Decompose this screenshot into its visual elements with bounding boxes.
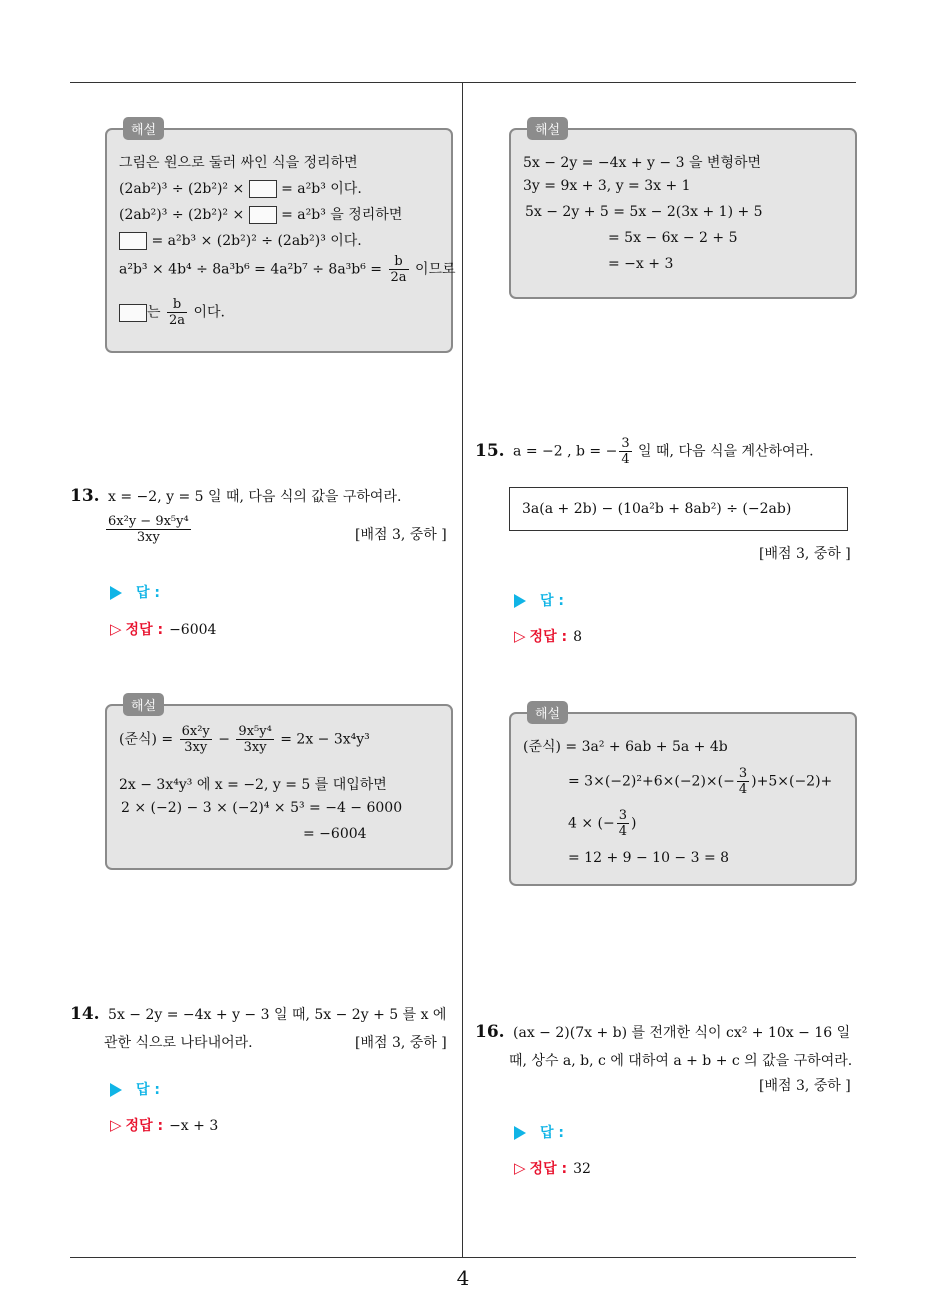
explanation-line: 그림은 원으로 둘러 싸인 식을 정리하면	[119, 155, 358, 171]
correct-answer-row: ▷ 정답 : −6004	[110, 620, 217, 638]
explanation-line: 4 × (− $\frac{3}{4}$ )	[568, 808, 637, 839]
question-16	[475, 1022, 850, 1042]
fraction: $\frac{3}{4}$	[738, 766, 748, 797]
correct-answer-row: ▷ 정답 : 8	[514, 627, 582, 645]
question-number: 15.	[475, 440, 505, 461]
explanation-line: = a²b³ × (2b²)² ÷ (2ab²)³ 이다.	[119, 230, 362, 250]
explanation-tag: 해설	[527, 701, 568, 724]
outline-triangle-icon: ▷	[110, 620, 122, 638]
bottom-rule	[70, 1257, 856, 1258]
answer-row: 답 :	[514, 590, 564, 610]
fraction: $\frac{\text{6x²y}}{3xy}$	[181, 724, 210, 755]
correct-answer-value: −6004	[169, 622, 217, 638]
play-triangle-icon	[514, 1126, 526, 1140]
explanation-box-13	[105, 699, 453, 870]
fraction: $\frac{b}{2a}$	[390, 254, 407, 285]
explanation-line: 5x − 2y = −4x + y − 3 을 변형하면	[523, 155, 762, 171]
play-triangle-icon	[514, 594, 526, 608]
score-meta: [배점 3, 중하 ]	[759, 1078, 851, 1094]
top-rule	[70, 82, 856, 83]
question-text: a = −2 , b = −	[513, 443, 618, 460]
correct-answer-value: 8	[573, 629, 582, 645]
blank-box	[119, 304, 147, 322]
explanation-tag: 해설	[123, 693, 164, 716]
play-triangle-icon	[110, 586, 122, 600]
explanation-line: (2ab²)³ ÷ (2b²)² × = a²b³ 이다.	[119, 181, 362, 197]
score-meta: [배점 3, 중하 ]	[355, 527, 447, 543]
score-meta: [배점 3, 중하 ]	[355, 1035, 447, 1051]
explanation-box-12	[105, 123, 456, 353]
fraction: $\frac{b}{2a}$	[168, 297, 186, 328]
explanation-line: 5x − 2y + 5 = 5x − 2(3x + 1) + 5	[525, 204, 763, 220]
question-14	[70, 1004, 446, 1024]
question-13	[70, 486, 401, 506]
fraction: $\frac{3}{4}$	[621, 436, 630, 467]
explanation-line: (준식) = $\frac{\text{6x²y}}{3xy}$ − $\frac{\text{9x⁵y⁴}}{3xy}$ = 2x − 3x⁴y³	[119, 724, 370, 755]
explanation-tag: 해설	[527, 117, 568, 140]
explanation-box-14	[509, 123, 857, 299]
question-text: 5x − 2y = −4x + y − 3 일 때, 5x − 2y + 5 를 x 에	[108, 1007, 447, 1023]
explanation-box-15	[509, 707, 857, 886]
fraction: $\frac{\text{9x⁵y⁴}}{3xy}$	[238, 724, 272, 755]
question-text: (ax − 2)(7x + b) 를 전개한 식이 cx² + 10x − 16 일	[513, 1025, 851, 1041]
explanation-line: 는 $\frac{b}{2a}$ 이다.	[119, 297, 225, 328]
blank-box	[119, 232, 147, 250]
fraction: $\frac{\text{6x²y − 9x⁵y⁴}}{3xy}$	[108, 514, 189, 545]
explanation-line: = −6004	[303, 826, 367, 842]
fraction: $\frac{3}{4}$	[618, 808, 628, 839]
expression-text: 3a(a + 2b) − (10a²b + 8ab²) ÷ (−2ab)	[522, 501, 792, 517]
score-meta: [배점 3, 중하 ]	[759, 546, 851, 562]
explanation-line: = 5x − 6x − 2 + 5	[608, 230, 738, 246]
play-triangle-icon	[110, 1083, 122, 1097]
answer-row: 답 :	[110, 1079, 160, 1099]
explanation-line: = 3×(−2)²+6×(−2)×(− $\frac{3}{4}$ )+5×(−2)+	[568, 766, 833, 797]
explanation-line: (준식) = 3a² + 6ab + 5a + 4b	[523, 739, 728, 755]
column-separator	[462, 82, 463, 1257]
question-text-cont: 때, 상수 a, b, c 에 대하여 a + b + c 의 값을 구하여라.	[509, 1053, 853, 1069]
question-number: 13.	[70, 486, 100, 506]
explanation-line: 3y = 9x + 3, y = 3x + 1	[523, 178, 691, 194]
answer-row: 답 :	[110, 582, 160, 602]
blank-box	[249, 180, 277, 198]
outline-triangle-icon: ▷	[110, 1116, 122, 1134]
question-text-cont: 관한 식으로 나타내어라.	[104, 1035, 253, 1051]
question-number: 16.	[475, 1022, 505, 1042]
explanation-line: a²b³ × 4b⁴ ÷ 8a³b⁶ = 4a²b⁷ ÷ 8a³b⁶ = $\frac{b}{2a}$ 이므로	[119, 254, 456, 285]
explanation-line: (2ab²)³ ÷ (2b²)² × = a²b³ 을 정리하면	[119, 207, 403, 223]
blank-box	[249, 206, 277, 224]
answer-row: 답 :	[514, 1122, 564, 1142]
question-expression	[104, 514, 193, 545]
explanation-line: = −x + 3	[608, 256, 674, 272]
explanation-tag: 해설	[123, 117, 164, 140]
question-15: 15. a = −2 , b = − $\frac{3}{4}$ 일 때, 다음 식을 계산하여라.	[475, 436, 814, 467]
page-number: 4	[456, 1266, 470, 1290]
correct-answer-value: 32	[573, 1161, 591, 1177]
explanation-line: 2x − 3x⁴y³ 에 x = −2, y = 5 를 대입하면	[119, 777, 387, 793]
explanation-line: 2 × (−2) − 3 × (−2)⁴ × 5³ = −4 − 6000	[121, 800, 403, 816]
question-number: 14.	[70, 1004, 100, 1024]
outline-triangle-icon: ▷	[514, 1159, 526, 1177]
correct-answer-value: −x + 3	[169, 1118, 219, 1134]
expression-box	[509, 487, 848, 531]
correct-answer-row: ▷ 정답 : 32	[514, 1159, 591, 1177]
question-text: x = −2, y = 5 일 때, 다음 식의 값을 구하여라.	[108, 489, 402, 505]
correct-answer-row: ▷ 정답 : −x + 3	[110, 1116, 219, 1134]
outline-triangle-icon: ▷	[514, 627, 526, 645]
explanation-line: = 12 + 9 − 10 − 3 = 8	[568, 850, 730, 866]
